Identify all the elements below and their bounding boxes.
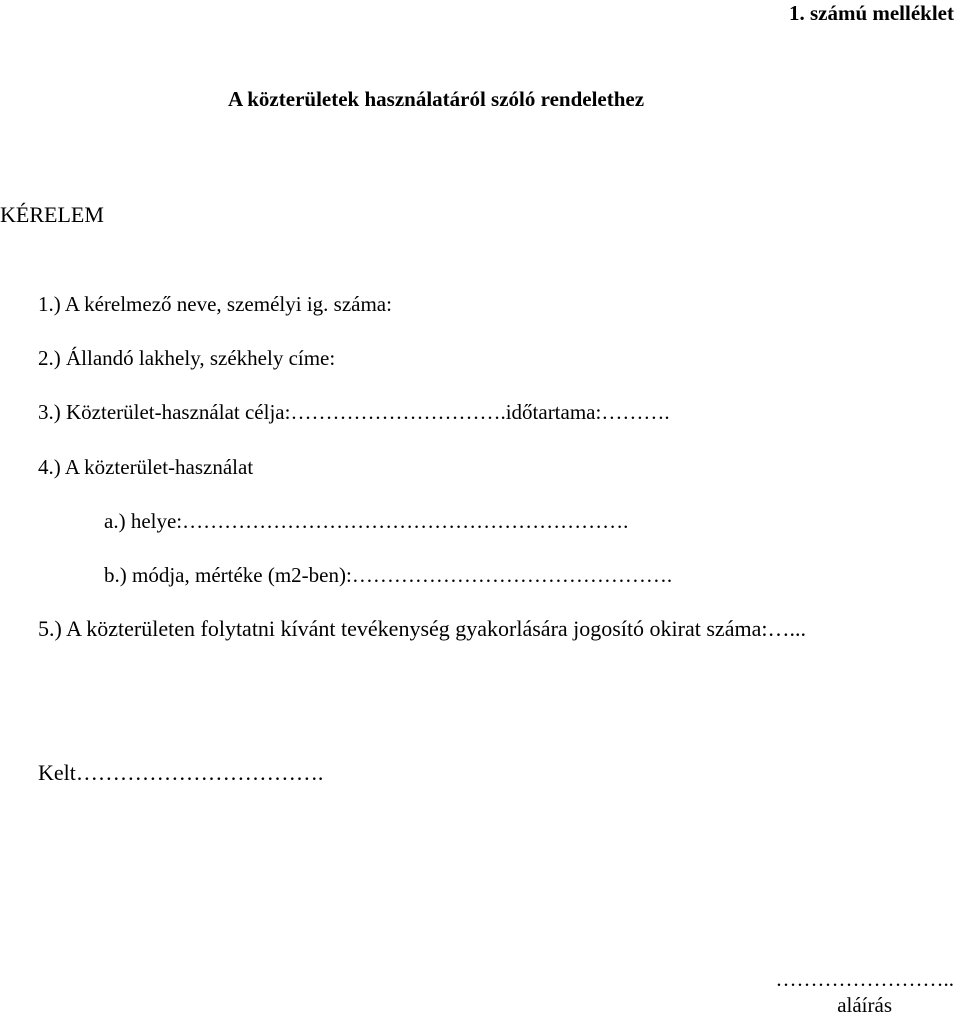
date-line: Kelt……………………………. (38, 760, 324, 785)
form-title: KÉRELEM (0, 202, 104, 227)
decree-title: A közterületek használatáról szóló rendelethez (228, 87, 645, 111)
form-item-applicant-name: 1.) A kérelmező neve, személyi ig. száma: (38, 292, 392, 316)
signature-label: aláírás (837, 993, 892, 1017)
form-item-usage-heading: 4.) A közterület-használat (38, 455, 254, 479)
form-item-purpose-duration: 3.) Közterület-használat célja:………………………….időtartama:………. (38, 400, 670, 424)
form-item-address: 2.) Állandó lakhely, székhely címe: (38, 346, 336, 370)
form-item-usage-location: a.) helye:………………………………………………………. (104, 509, 629, 533)
annex-label: 1. számú melléklet (788, 1, 954, 25)
form-item-permit-number: 5.) A közterületen folytatni kívánt tevékenység gyakorlására jogosító okirat száma:…... (38, 616, 806, 641)
signature-line: …………………….. (775, 967, 954, 991)
form-item-usage-extent: b.) módja, mértéke (m2-ben):………………………………………. (104, 563, 673, 587)
